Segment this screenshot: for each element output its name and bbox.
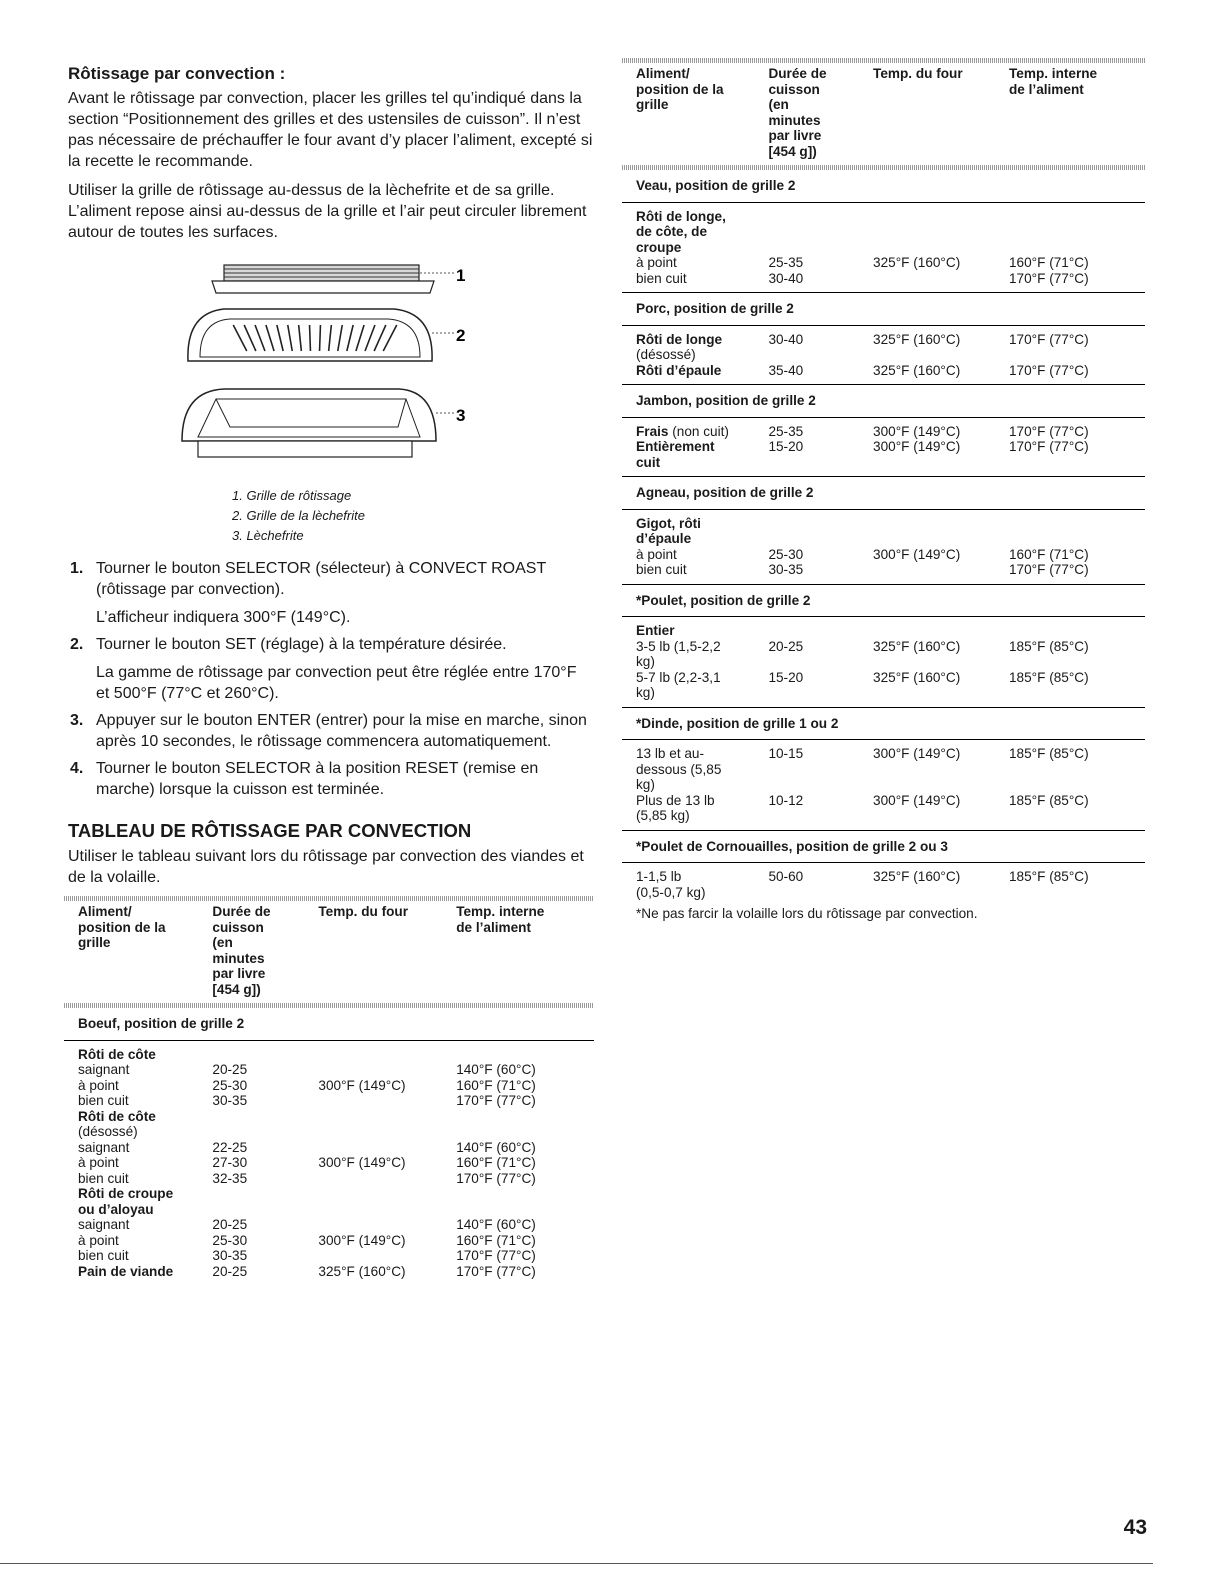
intro-paragraph: Avant le rôtissage par convection, placer les grilles tel qu’indiqué dans la section “Positionnement des grilles et des ustensiles de cuisson”. Il n’est pas nécessaire de préchauffer le four avant d’y placer l’aliment, excepté si la recette le recommande. — [68, 90, 593, 170]
cell-bold-label: Frais — [636, 423, 669, 439]
table-intro: Utiliser le tableau suivant lors du rôtissage par convection des viandes et de la volaille. — [68, 848, 584, 886]
caption-3: 3. Lèchefrite — [232, 528, 304, 543]
cell-c3: 300°F (149°C) — [873, 423, 961, 439]
cell-c3: 300°F (149°C) — [318, 1232, 406, 1248]
group-label: Jambon, position de grille 2 — [622, 385, 1145, 418]
cell-c1: (désossé) saignant à point bien cuit — [78, 1124, 138, 1186]
roasting-rack-illustration — [64, 251, 594, 486]
cell-c4: 185°F (85°C) — [1009, 638, 1089, 654]
cell-c1: Entièrement cuit — [636, 439, 715, 470]
group-row — [622, 385, 1145, 418]
cell-c4: 140°F (60°C) 160°F (71°C) 170°F (77°C) — [456, 1062, 536, 1108]
cell-c3: 300°F (149°C) — [318, 1077, 406, 1093]
cell-c3: 325°F (160°C) — [873, 638, 961, 654]
cell-c1: saignant à point bien cuit — [78, 1062, 130, 1108]
table-row — [622, 670, 1145, 701]
cell-c2 — [768, 209, 873, 256]
cell-c2: 20-25 25-30 30-35 — [212, 1062, 248, 1108]
table-header-row — [64, 901, 594, 1003]
callout-2: 2 — [456, 326, 466, 345]
cell-c4 — [1009, 623, 1145, 639]
cell-c2 — [212, 1109, 318, 1125]
table-title: TABLEAU DE RÔTISSAGE PAR CONVECTION — [68, 820, 472, 841]
rack-paragraph: Utiliser la grille de rôtissage au-dessus de la lèchefrite et de sa grille. L’aliment repose ainsi au-dessus de la grille et l’air peut circuler librement autour de toutes les surfaces. — [68, 182, 587, 241]
cell-c4 — [456, 1109, 594, 1125]
cell-c2 — [212, 1047, 318, 1063]
cell-c2: 10-12 — [768, 792, 804, 808]
step-item: 4. Tourner le bouton SELECTOR à la position RESET (remise en marche) lorsque la cuisson est terminée. — [70, 760, 539, 798]
cell-c3: 300°F (149°C) — [873, 439, 961, 454]
group-label: *Poulet de Cornouailles, position de grille 2 ou 3 — [622, 830, 1145, 863]
cell-c1: Entier — [636, 623, 675, 638]
group-row — [622, 830, 1145, 863]
cell-c2: 15-20 — [768, 669, 804, 685]
cell-c1: Rôti de côte — [78, 1108, 156, 1124]
cell-c1: Pain de viande — [78, 1263, 174, 1279]
cell-c3: 325°F (160°C) — [318, 1263, 406, 1279]
header-oven-temp: Temp. du four — [318, 904, 408, 919]
cell-c3: 325°F (160°C) — [873, 669, 961, 685]
header-food: Aliment/ position de la grille — [636, 66, 724, 112]
header-internal-temp: Temp. interne de l’aliment — [456, 904, 545, 935]
table-row — [64, 1217, 594, 1264]
group-label: Boeuf, position de grille 2 — [64, 1008, 594, 1040]
cell-c3 — [873, 347, 1009, 363]
cell-c1: saignant à point bien cuit — [78, 1217, 130, 1263]
cell-c2: 20-25 — [768, 638, 804, 654]
cell-c3: 325°F (160°C) — [873, 331, 961, 347]
cell-label: (non cuit) — [668, 423, 729, 439]
group-label: Agneau, position de grille 2 — [622, 477, 1145, 510]
cell-c1: 1-1,5 lb (0,5-0,7 kg) — [636, 869, 706, 900]
cell-c2: 15-20 — [768, 439, 804, 454]
cell-c2 — [212, 1186, 318, 1217]
table-row — [622, 547, 1145, 578]
cell-c1: Rôti de côte — [78, 1046, 156, 1062]
step-item: 1. Tourner le bouton SELECTOR (sélecteur) à CONVECT ROAST (rôtissage par convection). L’afficheur indiquera 300°F (149°C). — [70, 560, 546, 626]
cell-c3 — [318, 1109, 456, 1125]
table-row — [64, 1047, 594, 1063]
figure-captions — [232, 486, 594, 546]
callout-1: 1 — [456, 266, 466, 285]
cell-c4: 185°F (85°C) — [1009, 792, 1089, 808]
cell-c2: 25-35 30-40 — [768, 255, 804, 286]
header-time: Durée de cuisson (en minutes par livre [454 g]) — [768, 66, 827, 159]
header-time: Durée de cuisson (en minutes par livre [454 g]) — [212, 904, 271, 997]
broiler-pan-drawing — [182, 389, 454, 457]
cell-c1: Rôti de longe, de côte, de croupe — [636, 208, 726, 255]
cell-c3: 300°F (149°C) — [873, 746, 961, 761]
group-label: *Poulet, position de grille 2 — [622, 584, 1145, 617]
cell-c3 — [873, 623, 1009, 639]
cell-c1: Plus de 13 lb (5,85 kg) — [636, 792, 715, 823]
table-row — [622, 793, 1145, 824]
cell-c1: à point bien cuit — [636, 546, 687, 577]
caption-2: 2. Grille de la lèchefrite — [232, 508, 365, 523]
table-row — [622, 639, 1145, 670]
group-row — [64, 1008, 594, 1040]
cell-c4: 170°F (77°C) — [1009, 362, 1089, 378]
instruction-steps — [64, 558, 594, 800]
table-row — [622, 347, 1145, 363]
table-row — [622, 439, 1145, 470]
step-item: 3. Appuyer sur le bouton ENTER (entrer) pour la mise en marche, sinon après 10 secondes, le rôtissage commencera automatiquement. — [70, 712, 587, 750]
cell-c3: 300°F (149°C) — [318, 1155, 406, 1170]
step-item: 2. Tourner le bouton SET (réglage) à la température désirée. La gamme de rôtissage par convection peut être réglée entre 170°F et 500°F (77°C et 260°C). — [70, 636, 577, 702]
table-row — [622, 869, 1145, 900]
table-row — [64, 1186, 594, 1217]
header-food: Aliment/ position de la grille — [78, 904, 166, 950]
header-internal-temp: Temp. interne de l’aliment — [1009, 66, 1098, 97]
cell-c3 — [873, 516, 1009, 547]
cell-c1: 3-5 lb (1,5-2,2 kg) — [636, 638, 721, 669]
cell-c1: 13 lb et au- dessous (5,85 kg) — [636, 746, 722, 792]
table-row — [64, 1109, 594, 1125]
group-row — [622, 707, 1145, 740]
cell-c3: 325°F (160°C) — [873, 362, 961, 378]
broiler-pan-diagram — [64, 251, 594, 486]
cell-c1: Gigot, rôti d’épaule — [636, 515, 701, 546]
table-row — [622, 424, 1145, 440]
cell-c3: 325°F (160°C) — [873, 255, 961, 270]
section-heading: Rôtissage par convection : — [68, 64, 286, 83]
cell-c4 — [1009, 347, 1145, 363]
cell-c4 — [1009, 516, 1145, 547]
table-row — [622, 516, 1145, 547]
roasting-table-left — [64, 901, 594, 1279]
cell-c2: 30-40 — [768, 331, 804, 347]
table-row — [622, 363, 1145, 379]
cell-c1: Rôti de croupe ou d’aloyau — [78, 1186, 174, 1217]
cell-c2: 25-35 — [768, 423, 804, 439]
cell-c3 — [318, 1186, 456, 1217]
header-oven-temp: Temp. du four — [873, 66, 963, 81]
cell-c4: 170°F (77°C) — [1009, 331, 1089, 347]
cell-c2: 20-25 — [212, 1263, 248, 1279]
cell-c4: 140°F (60°C) 160°F (71°C) 170°F (77°C) — [456, 1139, 536, 1186]
right-column — [622, 58, 1145, 921]
cell-c4 — [456, 1186, 594, 1217]
cell-c2: 10-15 — [768, 746, 804, 761]
footnote: *Ne pas farcir la volaille lors du rôtissage par convection. — [636, 906, 978, 921]
cell-c4: 160°F (71°C) 170°F (77°C) — [1009, 255, 1089, 286]
cell-c2: 35-40 — [768, 362, 804, 378]
cell-c1: Rôti de longe — [636, 331, 723, 347]
cell-c4: 185°F (85°C) — [1009, 669, 1089, 685]
table-row — [622, 746, 1145, 793]
cell-c1: Rôti d’épaule — [636, 362, 722, 378]
cell-c3: 300°F (149°C) — [873, 546, 961, 562]
cell-c1 — [622, 424, 768, 440]
group-label: *Dinde, position de grille 1 ou 2 — [622, 707, 1145, 740]
roasting-rack-drawing — [212, 265, 454, 293]
group-row — [622, 293, 1145, 326]
table-row — [622, 209, 1145, 256]
group-row — [622, 477, 1145, 510]
group-label: Veau, position de grille 2 — [622, 170, 1145, 202]
cell-c3 — [318, 1047, 456, 1063]
cell-c4: 170°F (77°C) — [1009, 439, 1089, 454]
cell-c4: 185°F (85°C) — [1009, 746, 1089, 761]
cell-c1: (désossé) — [636, 347, 696, 362]
cell-c2 — [768, 347, 873, 363]
cell-c1: 5-7 lb (2,2-3,1 kg) — [636, 669, 721, 700]
cell-c4 — [456, 1047, 594, 1063]
left-column — [64, 58, 594, 1279]
cell-c3: 325°F (160°C) — [873, 869, 961, 884]
table-row — [622, 255, 1145, 286]
table-row — [64, 1124, 594, 1186]
cell-c4 — [1009, 209, 1145, 256]
bottom-rule — [0, 1563, 1153, 1564]
cell-c3: 300°F (149°C) — [873, 792, 961, 808]
cell-c2: 25-30 30-35 — [768, 546, 804, 577]
page-number: 43 — [1123, 1516, 1147, 1539]
group-label: Porc, position de grille 2 — [622, 293, 1145, 326]
caption-1: 1. Grille de rôtissage — [232, 488, 352, 503]
table-row — [622, 623, 1145, 639]
cell-c4: 170°F (77°C) — [456, 1263, 536, 1279]
cell-c1: à point bien cuit — [636, 255, 687, 286]
cell-c3 — [873, 209, 1009, 256]
table-header-row — [622, 63, 1145, 165]
table-row — [64, 1062, 594, 1109]
cell-c2: 50-60 — [768, 869, 804, 884]
group-row — [622, 584, 1145, 617]
callout-3: 3 — [456, 406, 466, 425]
broiler-grid-drawing — [188, 309, 454, 361]
cell-c4: 140°F (60°C) 160°F (71°C) 170°F (77°C) — [456, 1217, 536, 1263]
cell-c2: 22-25 27-30 32-35 — [212, 1139, 248, 1186]
cell-c2 — [768, 516, 873, 547]
roasting-table-right — [622, 63, 1145, 900]
cell-c4: 185°F (85°C) — [1009, 869, 1089, 884]
cell-c2 — [768, 623, 873, 639]
cell-c4: 160°F (71°C) 170°F (77°C) — [1009, 546, 1089, 577]
cell-c2: 20-25 25-30 30-35 — [212, 1217, 248, 1263]
table-row — [622, 332, 1145, 348]
group-row — [622, 170, 1145, 202]
table-row — [64, 1264, 594, 1280]
cell-c4: 170°F (77°C) — [1009, 423, 1089, 439]
